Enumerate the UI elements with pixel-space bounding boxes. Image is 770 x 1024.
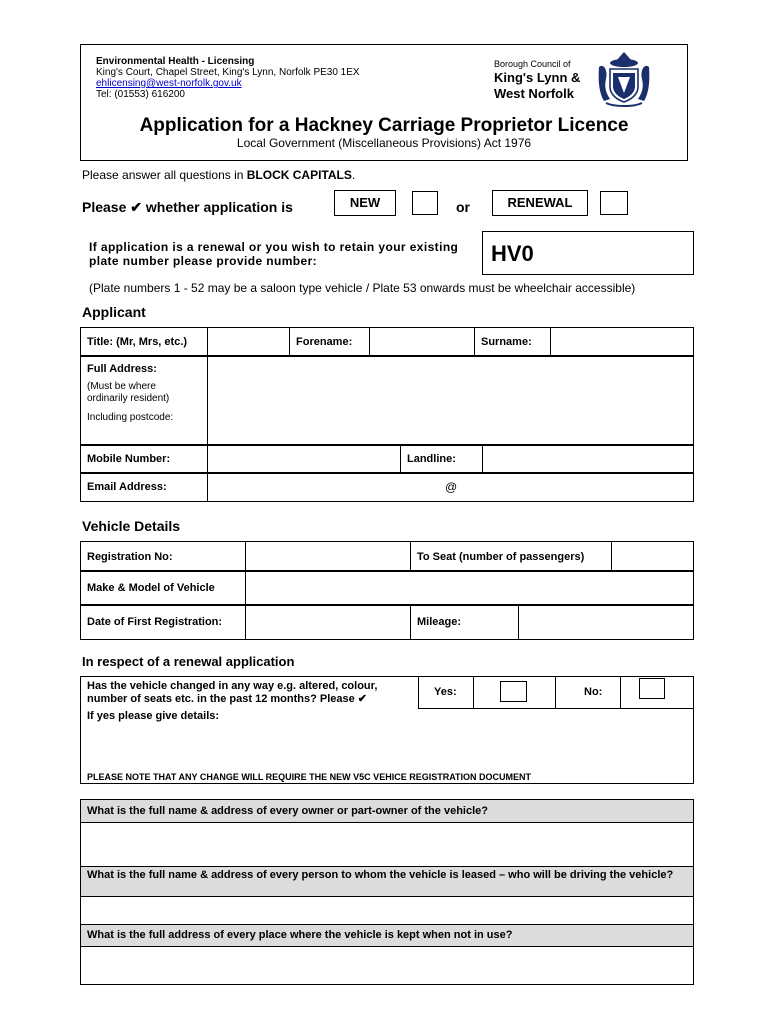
leased-answer-field[interactable] [80,896,694,925]
postcode-note: Including postcode: [87,412,174,423]
email-label: Email Address: [81,473,208,502]
mobile-input[interactable] [208,445,401,474]
instruction-bold: BLOCK CAPITALS [246,168,352,182]
plate-number-note: (Plate numbers 1 - 52 may be a saloon type vehicle / Plate 53 onwards must be wheelchair accessible) [89,281,636,295]
page-title: Application for a Hackney Carriage Proprietor Licence [139,115,629,136]
vehicle-details-heading: Vehicle Details [82,518,181,534]
vehicle-date-table [80,604,694,640]
instruction-prefix: Please answer all questions in [82,168,247,182]
applicant-address-table [80,355,694,446]
council-crest-logo [596,49,652,107]
first-registration-input[interactable] [246,605,411,640]
renewal-heading: In respect of a renewal application [82,654,295,669]
renewal-checkbox[interactable] [600,191,628,215]
leased-question: What is the full name & address of every person to whom the vehicle is leased – who will be driving the vehicle? [87,869,674,881]
department-email-link[interactable]: ehlicensing@west-norfolk.gov.uk [96,78,242,89]
department-telephone: Tel: (01553) 616200 [96,89,185,100]
applicant-email-table [80,472,694,502]
no-label: No: [584,686,603,698]
renewal-divider-1 [418,676,419,709]
seats-label: To Seat (number of passengers) [411,542,612,572]
renewal-divider-3 [555,676,556,709]
seats-input[interactable] [612,542,694,572]
registration-input[interactable] [246,542,411,572]
department-address: King's Court, Chapel Street, King's Lynn, Norfolk PE30 1EX [96,67,360,78]
mobile-label: Mobile Number: [81,445,208,474]
council-small-label: Borough Council of [494,59,571,69]
application-type-question: Please ✔ whether application is [82,199,293,215]
renewal-divider-4 [620,676,621,709]
or-label: or [456,199,470,215]
page-subtitle: Local Government (Miscellaneous Provisions) Act 1976 [236,136,532,150]
council-name-line2: West Norfolk [494,86,574,101]
yes-checkbox[interactable] [500,681,527,702]
department-name: Environmental Health - Licensing [96,56,255,67]
landline-input[interactable] [483,445,694,474]
forename-label: Forename: [290,328,370,357]
title-label: Title: (Mr, Mrs, etc.) [81,328,208,357]
first-registration-label: Date of First Registration: [81,605,246,640]
no-checkbox[interactable] [639,678,665,699]
applicant-heading: Applicant [82,304,146,320]
v5c-notice: PLEASE NOTE THAT ANY CHANGE WILL REQUIRE THE NEW V5C VEHICE REGISTRATION DOCUMENT [87,772,532,782]
address-label: Full Address: [87,363,157,375]
plate-number-question: If application is a renewal or you wish to retain your existing plate number please provide number: [89,240,459,268]
address-label-cell [81,356,208,446]
vehicle-make-table [80,570,694,606]
vehicle-changed-question: Has the vehicle changed in any way e.g. altered, colour, number of seats etc. in the past 12 months? Please ✔ [87,680,378,705]
renewal-divider-2 [473,676,474,709]
block-capitals-instruction [82,168,355,182]
surname-label: Surname: [475,328,551,357]
forename-input[interactable] [370,328,475,357]
title-input[interactable] [208,328,290,357]
instruction-suffix: . [351,168,356,182]
change-details-input[interactable] [81,724,693,770]
owner-answer-field[interactable] [80,822,694,867]
email-input[interactable] [208,473,694,502]
make-model-label: Make & Model of Vehicle [81,571,246,606]
plate-number-field[interactable]: HV0 [482,231,694,275]
mileage-input[interactable] [519,605,694,640]
owner-question: What is the full name & address of every owner or part-owner of the vehicle? [87,805,488,817]
yes-label: Yes: [434,686,457,698]
change-details-label: If yes please give details: [87,710,220,722]
renewal-label-box: RENEWAL [492,190,588,216]
new-checkbox[interactable] [412,191,438,215]
landline-label: Landline: [401,445,483,474]
make-model-input[interactable] [246,571,694,606]
council-name-line1: King's Lynn & [494,70,581,85]
kept-question: What is the full address of every place where the vehicle is kept when not in use? [87,929,513,941]
mileage-label: Mileage: [411,605,519,640]
email-at-symbol: @ [445,480,458,494]
address-input[interactable] [208,356,694,446]
new-label-box: NEW [334,190,396,216]
address-note: (Must be where ordinarily resident) [87,381,170,404]
registration-label: Registration No: [81,542,246,572]
kept-answer-field[interactable] [80,946,694,985]
vehicle-reg-table [80,541,694,572]
renewal-divider-h [418,708,694,709]
applicant-name-table [80,327,694,357]
surname-input[interactable] [551,328,694,357]
applicant-phone-table [80,444,694,474]
